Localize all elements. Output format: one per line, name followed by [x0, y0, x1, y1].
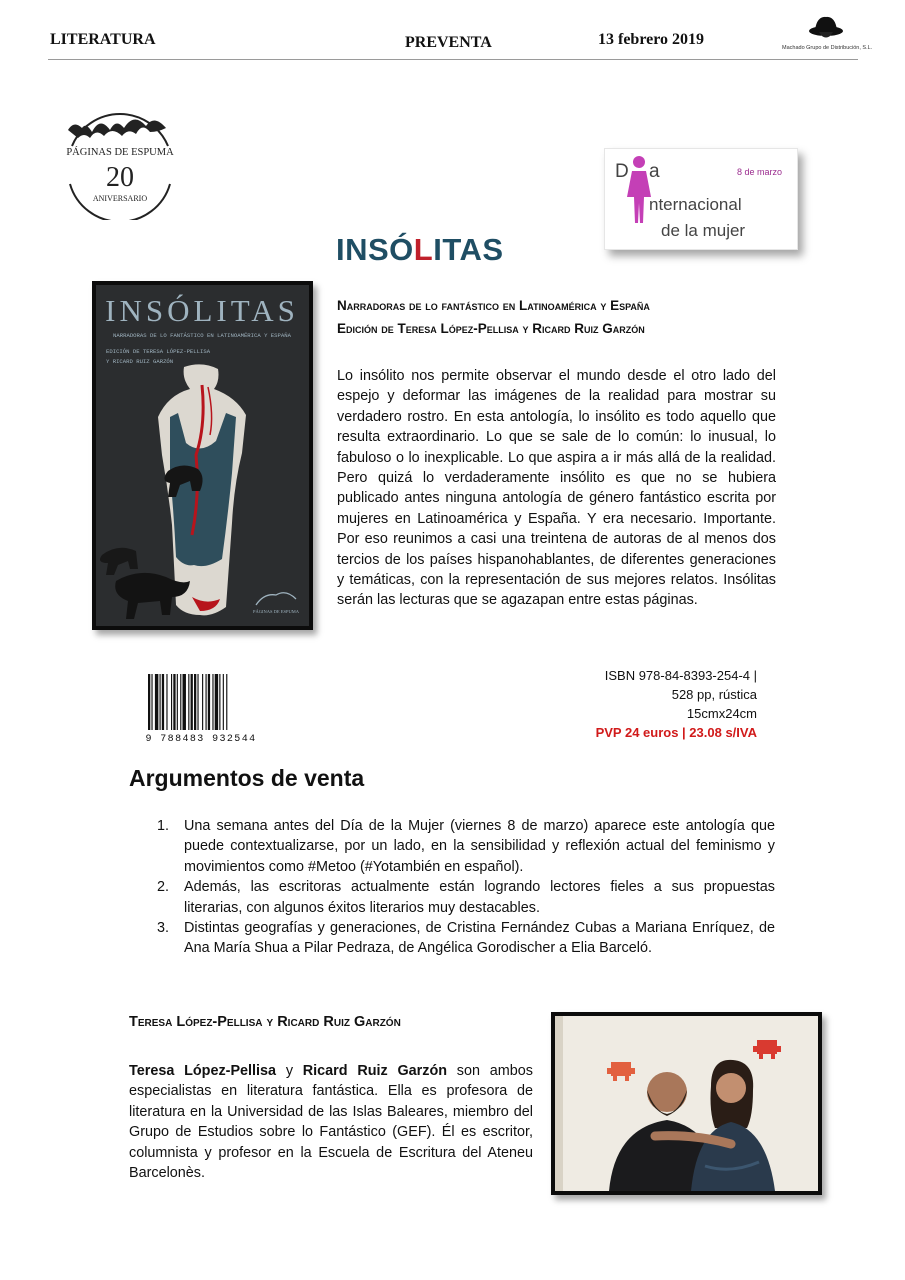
list-item-number: 3. — [157, 920, 170, 937]
book-title — [336, 232, 504, 268]
womens-day-badge — [604, 148, 798, 250]
publisher-logo-name: PÁGINAS DE ESPUMA — [66, 147, 174, 158]
book-description: Lo insólito nos permite observar el mundo desde el otro lado del espejo y deformar las imágenes de la realidad para mostrar su verdadero rostro. En esta antología, lo insólito es todo aquello que resulta extraordinario. Lo que se sale de lo común: lo inusual, lo fabuloso o lo inexplicable. Lo que aspira a ir más allá de la realidad. Pero quizá lo verdaderamente insólito es que no se hubiera publicado antes ninguna antología de género fantástico escrita por mujeres en Latinoamérica y España. Y era necesario. Importante. Por eso reunimos a casi una treintena de autoras de al menos dos tercios de los países hispanohablantes, de diferentes generaciones y temáticas, con la representación de sus mejores relatos. Insólitas serán las lecturas que se agazapan entre estas páginas. — [337, 368, 776, 609]
authors-photo — [551, 1012, 822, 1195]
list-item-text: Además, las escritoras actualmente están logrando lectores fieles a sus propuestas literarias, con algunos éxitos literarios muy destacables. — [184, 879, 775, 916]
spec-price: PVP 24 euros | 23.08 s/IVA — [595, 725, 757, 740]
list-item-number: 2. — [157, 879, 170, 896]
cover-subtitle: NARRADORAS DE LO FANTÁSTICO EN LATINOAMÉRICA Y ESPAÑA — [113, 332, 291, 339]
header-date: 13 febrero 2019 — [598, 31, 705, 48]
list-item — [157, 816, 775, 877]
book-title-part1: INSÓ — [336, 232, 414, 267]
cover-edition2: Y RICARD RUIZ GARZÓN — [106, 358, 174, 365]
list-item-text: Distintas geografías y generaciones, de Cristina Fernández Cubas a Mariana Enríquez, de Ana María Shua a Pilar Pedraza, de Angélica Gorodischer a Elia Barceló. — [184, 920, 775, 957]
list-item — [157, 877, 775, 918]
distributor-caption: Machado Grupo de Distribución, S.L. — [782, 45, 873, 51]
arguments-title: Argumentos de venta — [129, 765, 365, 791]
womens-day-line2: de la mujer — [661, 221, 746, 240]
authors-bio-text: son ambos especialistas en literatura fantástica. Ella es profesora de literatura en la Universidad de las Islas Baleares, miembro del Grupo de Estudios sobre lo Fantástico (GEF). Él es escritor, columnista y profesor en la Escuela de Escritura del Ateneu Barcelonès. — [129, 1063, 533, 1182]
book-title-part2: L — [413, 232, 434, 267]
book-cover-art — [96, 285, 309, 626]
womens-day-date: 8 de marzo — [737, 167, 783, 177]
list-item — [157, 918, 775, 959]
womens-day-line1: nternacional — [649, 195, 742, 214]
header-section: LITERATURA — [50, 31, 156, 48]
barcode-digits: 9 788483 932544 — [145, 734, 257, 744]
list-item-text: Una semana antes del Día de la Mujer (viernes 8 de marzo) aparece este antología que puede contextualizarse, por un lado, en la sensibilidad y reflexión actual del feminismo y movimientos como #Metoo (#Yotambién en español). — [184, 818, 775, 875]
cover-edition: EDICIÓN DE TERESA LÓPEZ-PELLISA — [106, 348, 211, 355]
womens-day-a: a — [649, 161, 660, 182]
book-editors: Edición de Teresa López-Pellisa y Ricard Ruiz Garzón — [337, 321, 645, 336]
book-cover — [92, 281, 313, 630]
header-divider — [48, 59, 858, 60]
arguments-list — [157, 816, 775, 959]
authors-photo-art — [555, 1016, 818, 1191]
authors-bio — [129, 1061, 533, 1183]
cover-title: INSÓLITAS — [105, 293, 299, 328]
cover-publisher: PÁGINAS DE ESPUMA — [252, 609, 300, 614]
book-subtitle: Narradoras de lo fantástico en Latinoamérica y España — [337, 298, 650, 313]
publisher-logo-label: ANIVERSARIO — [92, 194, 148, 203]
author-name-1: Teresa López-Pellisa — [129, 1063, 277, 1079]
authors-conjunction: y — [276, 1063, 303, 1079]
publisher-logo — [62, 98, 178, 220]
spec-isbn: ISBN 978-84-8393-254-4 | — [604, 668, 757, 683]
barcode-icon — [140, 672, 262, 744]
header-status: PREVENTA — [405, 34, 492, 51]
spec-size: 15cmx24cm — [686, 706, 757, 721]
authors-title: Teresa López-Pellisa y Ricard Ruiz Garzón — [129, 1014, 401, 1030]
publisher-logo-number: 20 — [106, 162, 134, 193]
womens-day-d: D — [615, 161, 629, 182]
list-item-number: 1. — [157, 818, 170, 834]
author-name-2: Ricard Ruiz Garzón — [302, 1063, 448, 1079]
book-title-part3: ITAS — [433, 232, 504, 267]
spec-pages: 528 pp, rústica — [671, 687, 757, 702]
